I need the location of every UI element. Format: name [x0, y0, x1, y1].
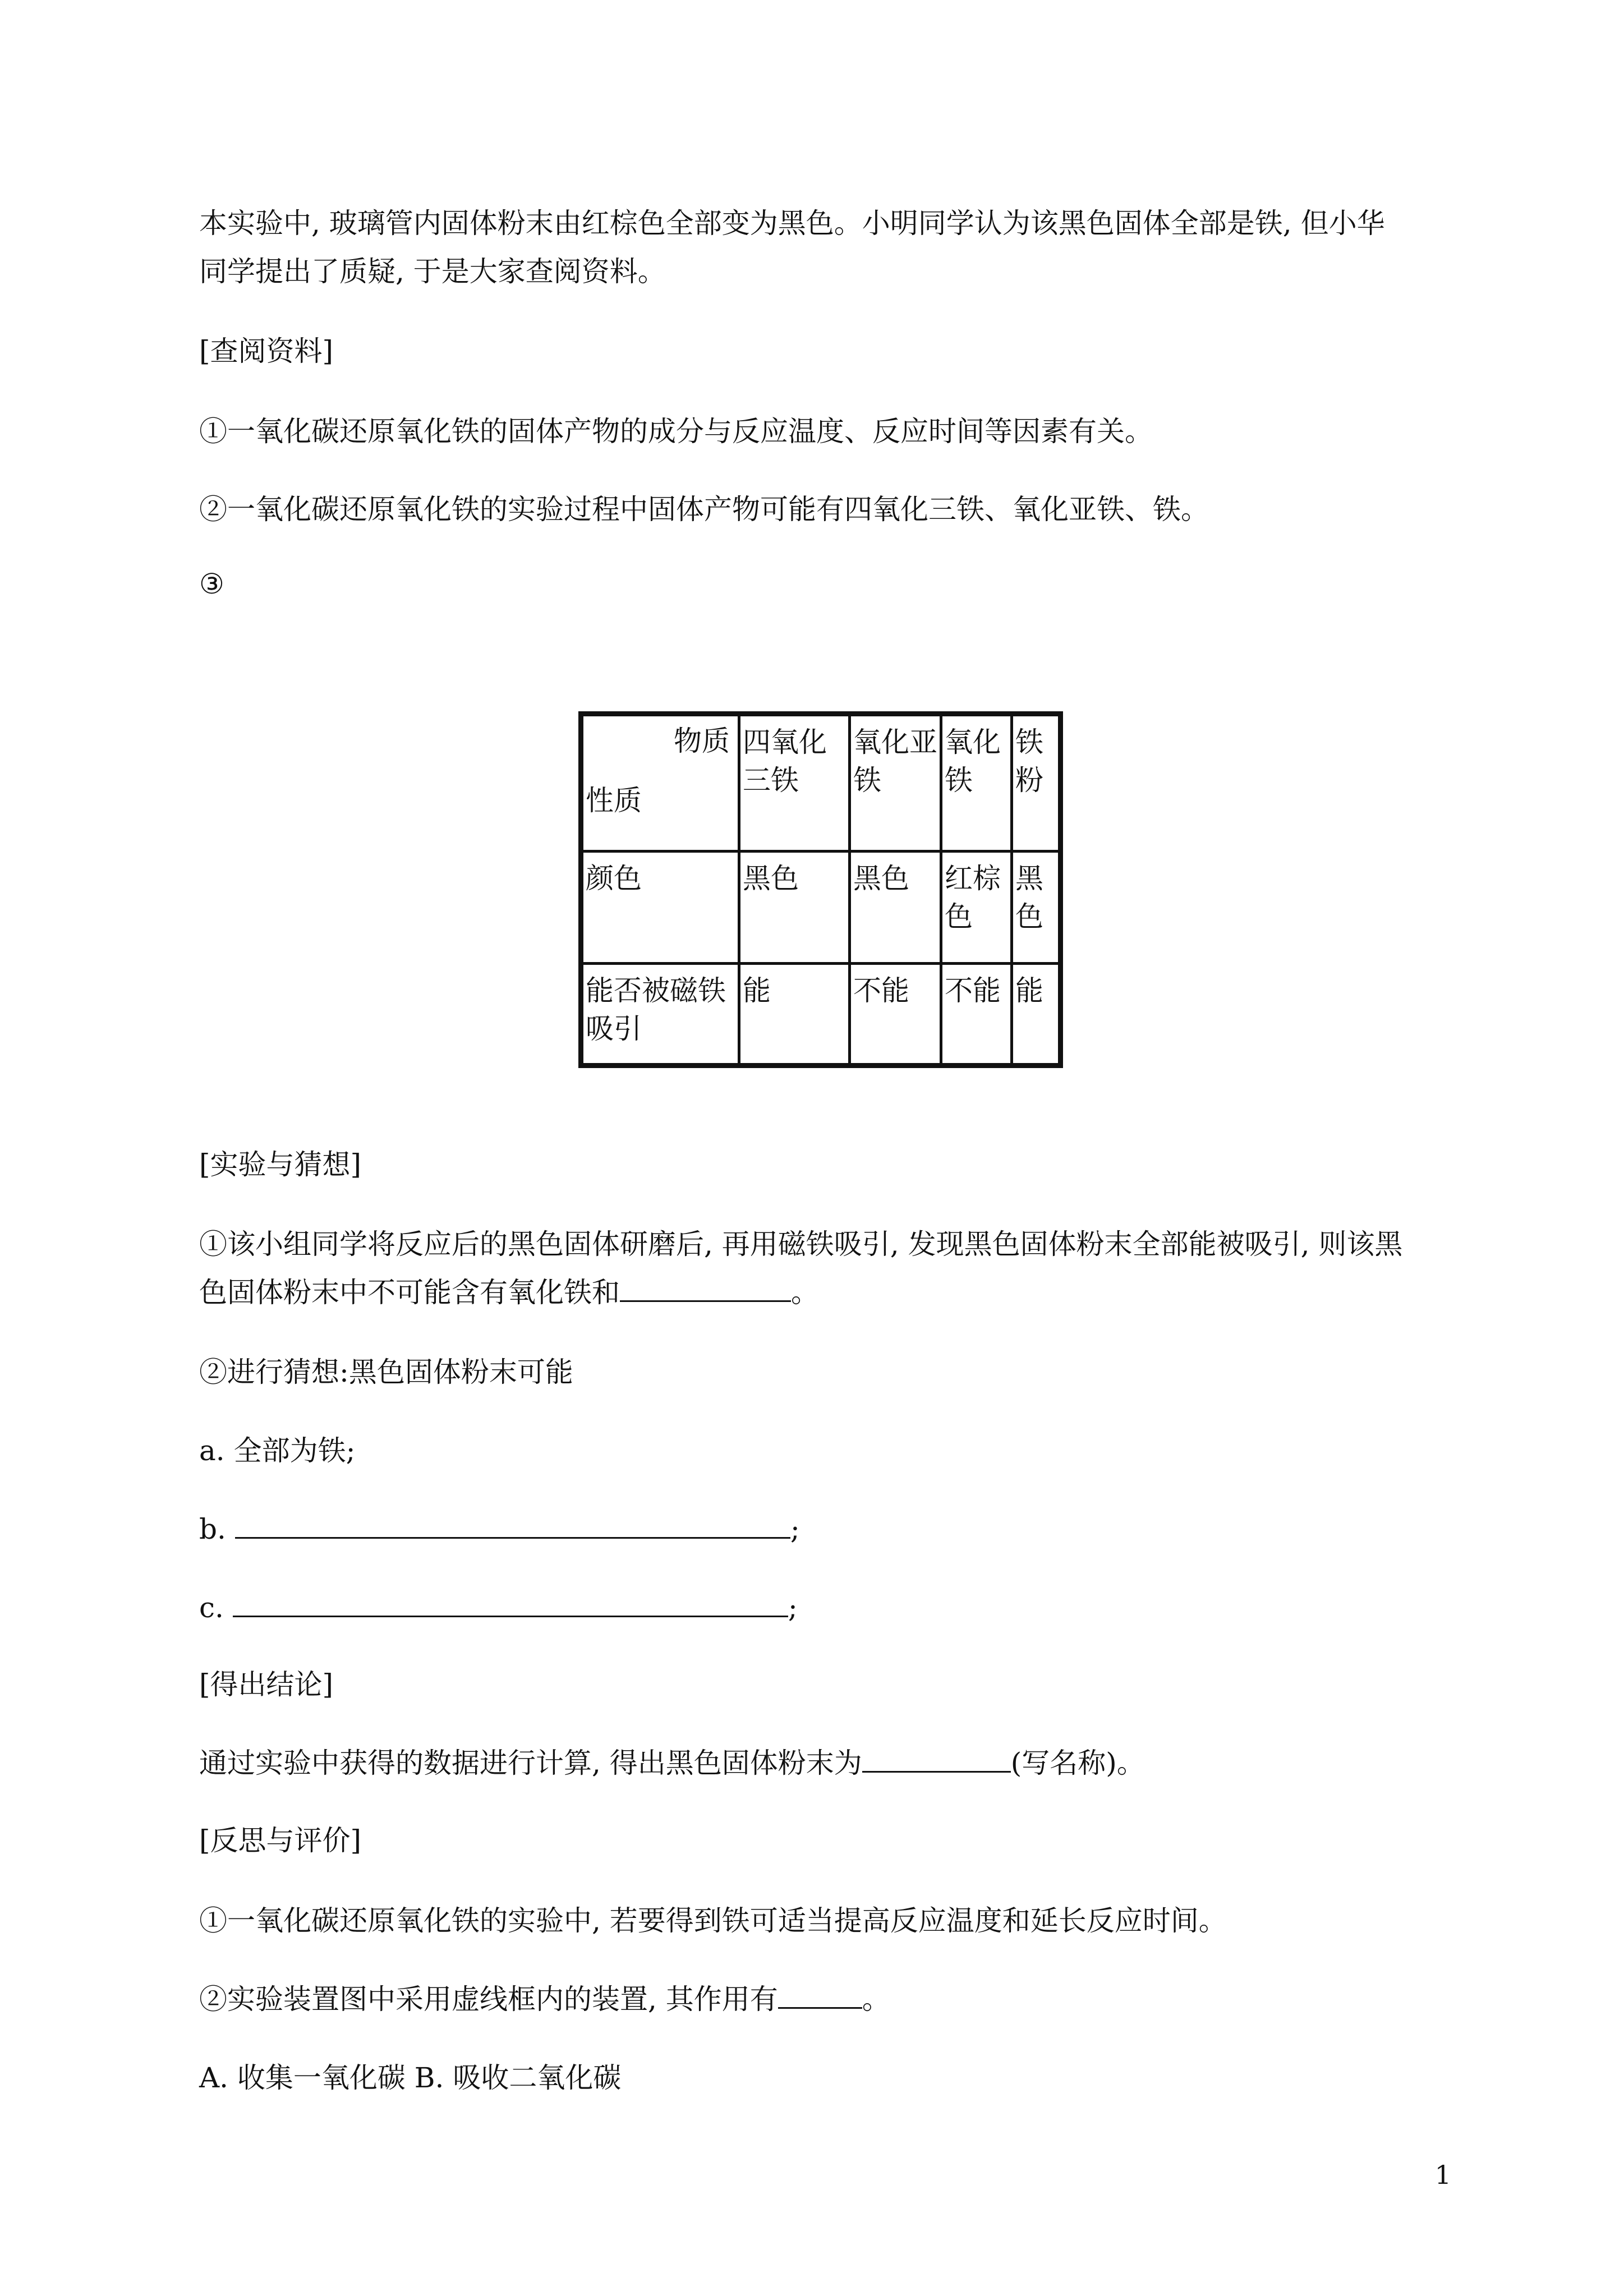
table-cell: 能: [1012, 964, 1061, 1066]
conclusion-line: [199, 1743, 1145, 1783]
info-item-2: ②一氧化碳还原氧化铁的实验过程中固体产物可能有四氧化三铁、氧化亚铁、铁。: [199, 493, 1209, 526]
table-cell: 黑色: [739, 852, 850, 964]
semicolon: ;: [788, 1591, 798, 1624]
answer-blank[interactable]: [778, 1979, 862, 2009]
properties-table: [578, 711, 1063, 1068]
intro-line-1: 本实验中, 玻璃管内固体粉末由红棕色全部变为黑色。小明同学认为该黑色固体全部是铁, 但小华: [199, 207, 1385, 240]
experiment-item-1-line-2: [199, 1272, 819, 1313]
table-cell: 不能: [941, 964, 1012, 1066]
info-item-3: ③: [199, 568, 224, 600]
answer-blank[interactable]: [233, 1588, 788, 1617]
semicolon: ;: [790, 1513, 800, 1545]
section-reflection-heading: [反思与评价]: [199, 1824, 362, 1857]
guess-c-label: c.: [199, 1591, 224, 1624]
corner-label-substance: 物质: [674, 725, 730, 757]
table-cell: 红棕色: [941, 852, 1012, 964]
table-cell: 黑色: [850, 852, 941, 964]
page-number: 1: [1434, 2160, 1451, 2190]
section-conclusion-heading: [得出结论]: [199, 1668, 334, 1701]
answer-blank[interactable]: [235, 1509, 790, 1539]
answer-blank[interactable]: [620, 1272, 791, 1302]
row-label: 颜色: [581, 852, 739, 964]
info-item-1: ①一氧化碳还原氧化铁的固体产物的成分与反应温度、反应时间等因素有关。: [199, 415, 1153, 448]
table-cell: 不能: [850, 964, 941, 1066]
table-cell: 黑色: [1012, 852, 1061, 964]
experiment-item-2: ②进行猜想:黑色固体粉末可能: [199, 1356, 573, 1388]
guess-b: [199, 1509, 800, 1549]
table-cell: 能: [739, 964, 850, 1066]
table-header-row: [581, 714, 1061, 852]
section-experiment-heading: [实验与猜想]: [199, 1148, 362, 1181]
row-label: 能否被磁铁吸引: [581, 964, 739, 1066]
reflection-item-2: [199, 1979, 890, 2019]
intro-line-2: 同学提出了质疑, 于是大家查阅资料。: [199, 255, 666, 288]
period: 。: [862, 1983, 890, 2016]
reflection-item-1: ①一氧化碳还原氧化铁的实验中, 若要得到铁可适当提高反应温度和延长反应时间。: [199, 1904, 1227, 1937]
corner-label-property: 性质: [586, 784, 642, 817]
answer-blank[interactable]: [862, 1743, 1011, 1773]
guess-a: a. 全部为铁;: [199, 1434, 356, 1467]
table-row-color: [581, 852, 1061, 964]
section-lookup-heading: [查阅资料]: [199, 335, 334, 367]
conclusion-text: 通过实验中获得的数据进行计算, 得出黑色固体粉末为: [199, 1747, 862, 1779]
conclusion-suffix: (写名称)。: [1010, 1747, 1145, 1779]
guess-b-label: b.: [199, 1513, 226, 1545]
table-row-magnetic: [581, 964, 1061, 1066]
table-corner-cell: [581, 714, 739, 852]
experiment-item-1-line-1: ①该小组同学将反应后的黑色固体研磨后, 再用磁铁吸引, 发现黑色固体粉末全部能被吸引, 则该黑: [199, 1228, 1403, 1260]
header-cell: 氧化铁: [941, 714, 1012, 852]
answer-options: A. 收集一氧化碳 B. 吸收二氧化碳: [199, 2062, 622, 2094]
reflection-item-2-text: ②实验装置图中采用虚线框内的装置, 其作用有: [199, 1983, 778, 2016]
period: 。: [791, 1276, 819, 1309]
header-cell: 氧化亚铁: [850, 714, 941, 852]
header-cell: 四氧化三铁: [739, 714, 850, 852]
experiment-item-1-text: 色固体粉末中不可能含有氧化铁和: [199, 1276, 620, 1309]
header-cell: 铁粉: [1012, 714, 1061, 852]
guess-c: [199, 1588, 798, 1628]
